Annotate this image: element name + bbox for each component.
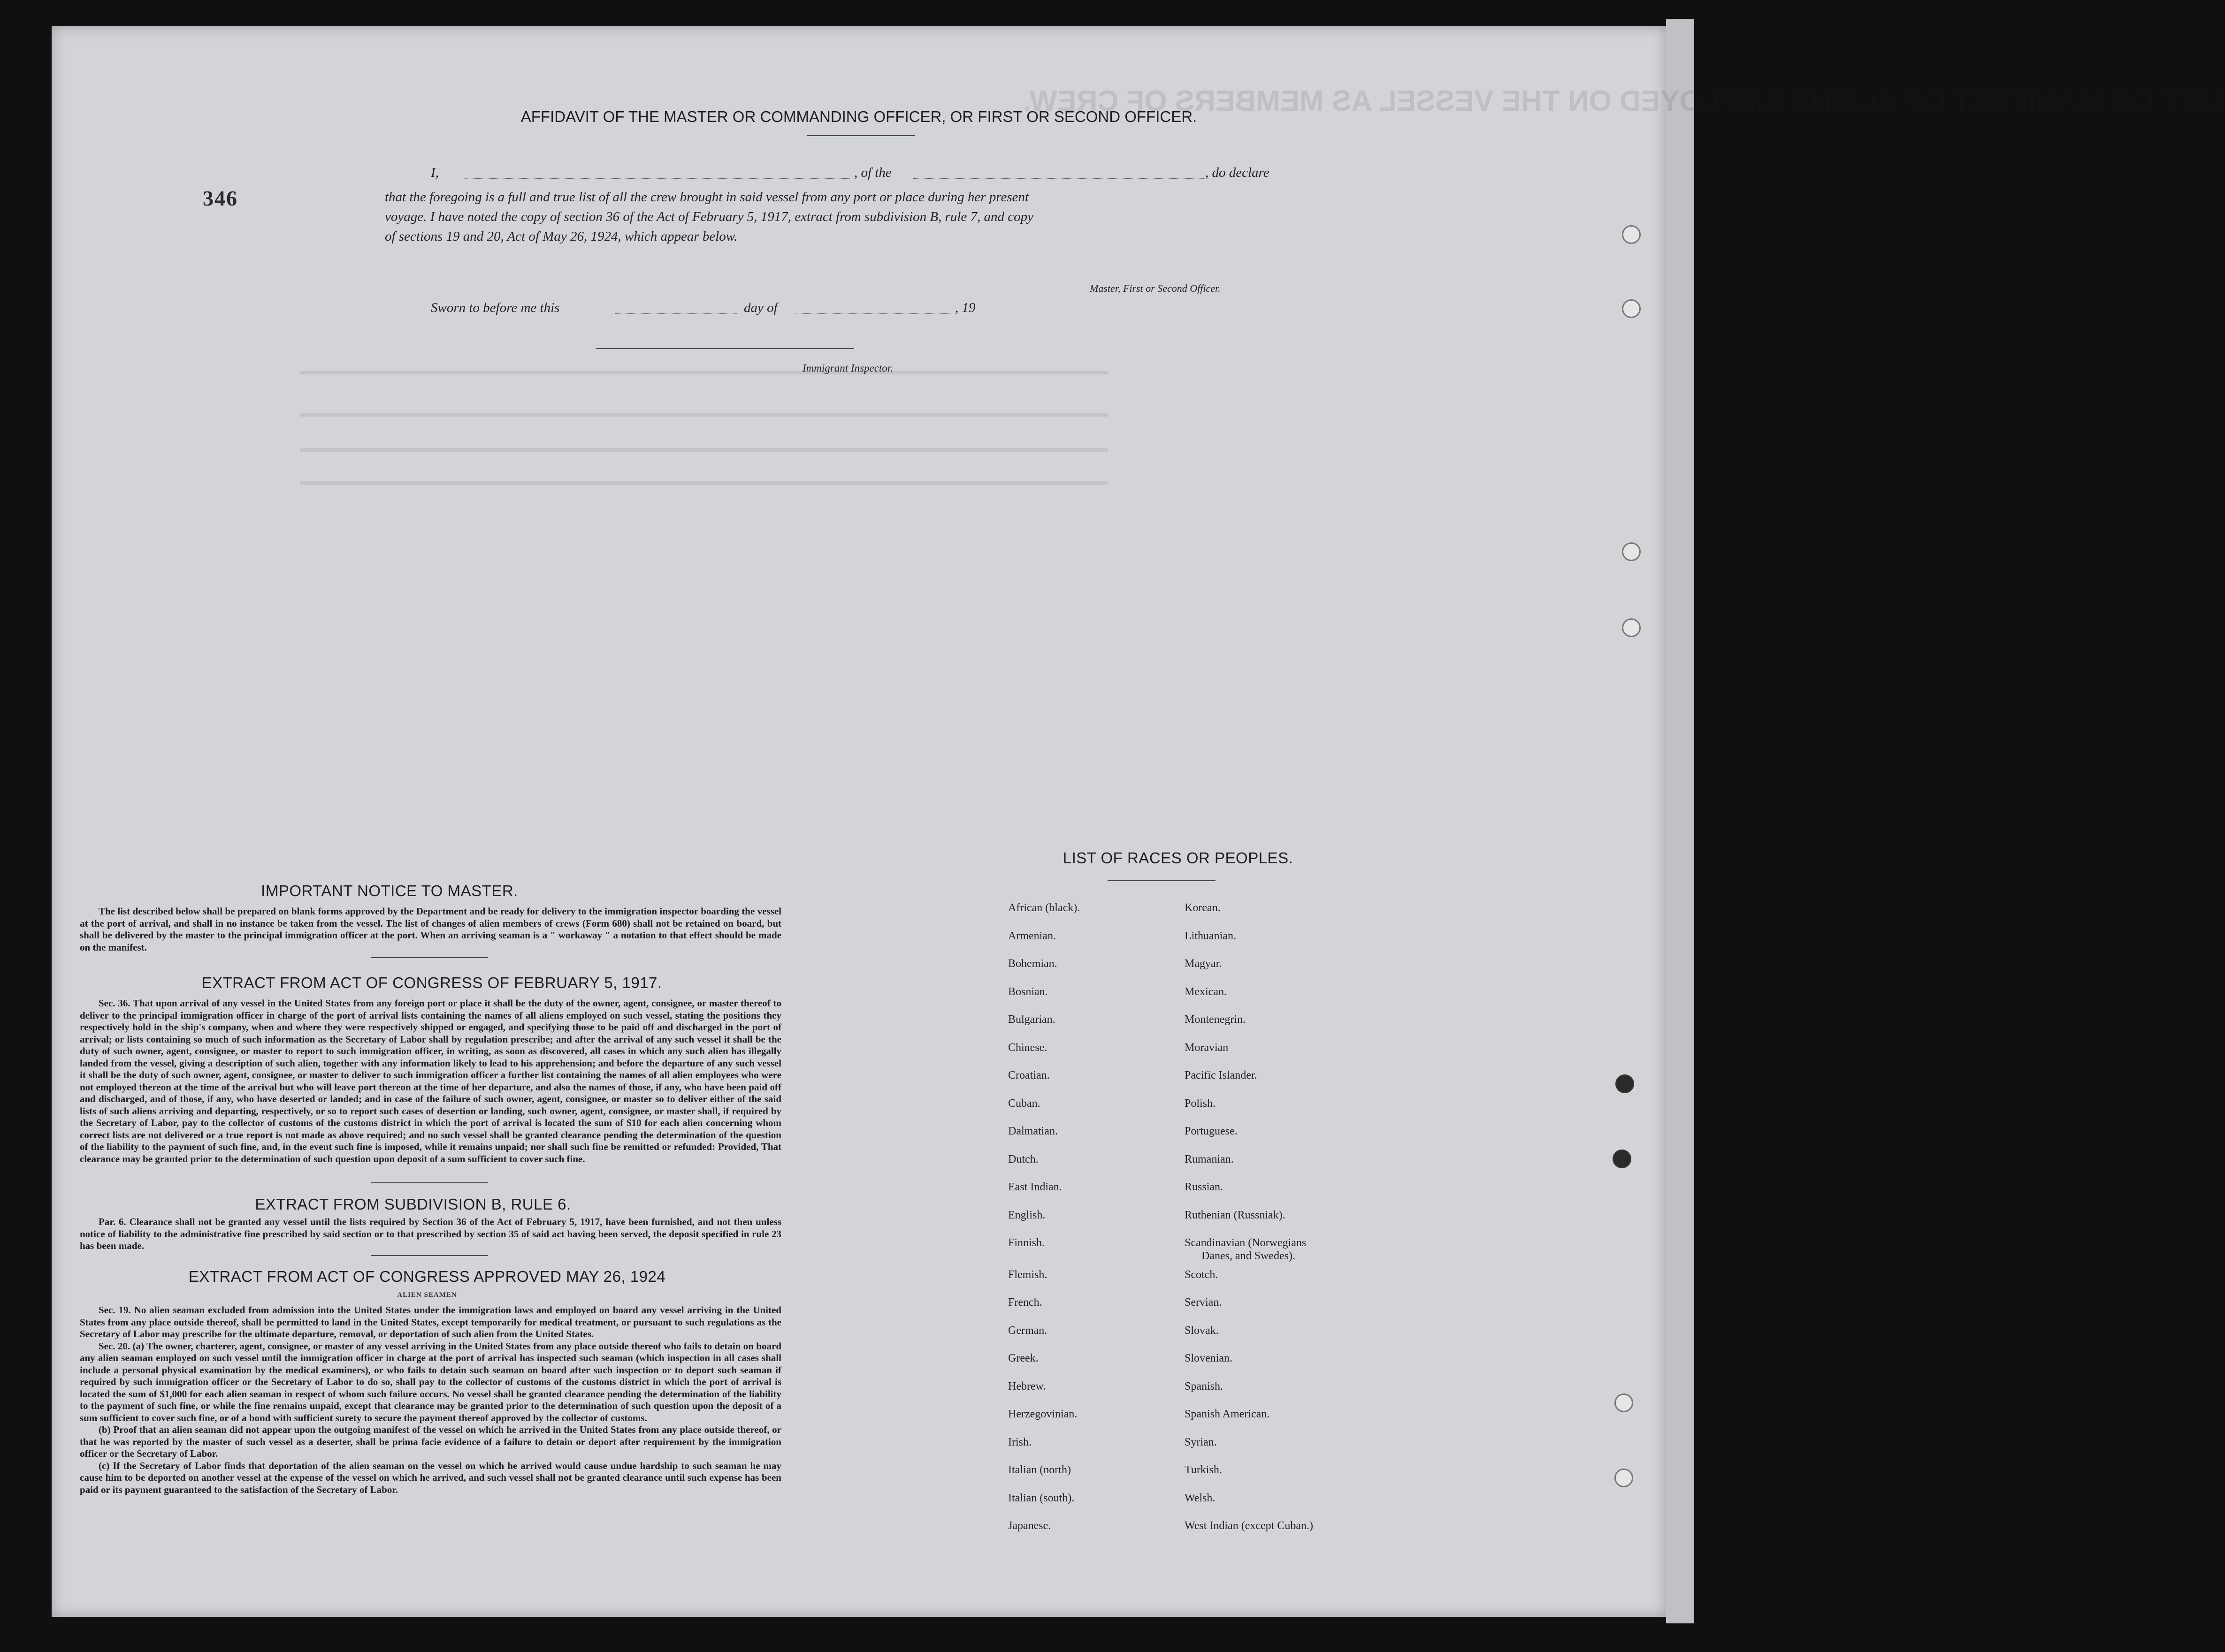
race-item-left: English. — [1008, 1209, 1046, 1221]
extract-1917-paragraph: Sec. 36. That upon arrival of any vessel in the United States from any foreign port or place it shall be the duty of the owner, agent, consignee, or master thereof to deliver to the principal immigration officer in charge of the port of arrival lists containing the names of all aliens employed on such vessel, stating the positions they respectively hold in the ship's company, when and where they were respectively shipped or engaged, and specifying those to be paid off and discharged in the port of arrival; or lists containing so much of such information as the Secretary of Labor shall by regulation prescribe; and after the arrival of any such vessel it shall be the duty of such owner, agent, consignee, or master to report to such immigration officer, in writing, as soon as discovered, all cases in which any such alien has illegally landed from the vessel, giving a description of such alien, together with any information likely to lead to his apprehension; and before the departure of any such vessel it shall be the duty of such owner, agent, consignee, or master to deliver to such immigration officer a further list containing the names of all alien employees who were not employed thereon at the time of the arrival but who will leave port thereon at the time of her departure, and also the names of those, if any, who have been paid off and discharged, and of those, if any, who have deserted or landed; and in case of the failure of such owner, agent, consignee, or master so to deliver either of the said lists of such aliens arriving and departing, respectively, or so to report such cases of desertion or landing, such owner, agent, consignee, or master shall, if required by the Secretary of Labor, pay to the collector of customs of the customs district in which the port of arrival is located the sum of $10 for each alien concerning whom correct lists are not delivered or a true report is not made as above required; and no such vessel shall be granted clearance pending the determination of the question of the liability to the payment of such fine, and, in the event such fine is imposed, while it remains unpaid; nor shall such fine be remitted or refunded: Provided, That clearance may be granted prior to the determination of such question upon deposit of a sum sufficient to cover such fine. — [80, 997, 781, 1165]
sworn-text: Sworn to before me this — [431, 300, 560, 315]
race-item-left: Japanese. — [1008, 1520, 1051, 1532]
race-item-left: Flemish. — [1008, 1269, 1048, 1281]
extract-rule-rule — [371, 1255, 488, 1256]
sec-20a-paragraph: Sec. 20. (a) The owner, charterer, agent, consignee, or master of any vessel arriving in the United States from any place outside thereof who fails to detain on board any alien seaman employed on such vessel until the immigration officer in charge at the port of arrival has inspected such seaman (which inspection in all cases shall include a personal physical examination by the medical examiners), or who fails to detain such seaman on board after such inspection or to deport such seaman if required by such immigration officer or the Secretary of Labor to do so, shall pay to the collector of customs of the customs district in which the port of arrival is located the sum of $1,000 for each alien seaman in respect of whom such failure occurs. No vessel shall be granted clearance pending the determination of the liability to the payment of such fine, or while the fine remains unpaid, except that clearance may be granted prior to the determination of such question upon the deposit of a sum sufficient to cover such fine, or of a bond with sufficient surety to secure the payment thereof approved by the collector of customs. — [80, 1340, 781, 1424]
race-item-right: Welsh. — [1185, 1492, 1216, 1504]
sec-20c-paragraph: (c) If the Secretary of Labor finds that deportation of the alien seaman on the vessel on which he arrived would cause undue hardship to such seaman he may cause him to be deported on another vessel at the expense of the vessel on which he arrived, and such vessel shall not be granted clearance until such expense has been paid or its payment guaranteed to the satisfaction of the Secretary of Labor. — [80, 1460, 781, 1495]
race-item-left: Chinese. — [1008, 1042, 1048, 1054]
extract-1917-text — [80, 997, 781, 1165]
race-item-right: West Indian (except Cuban.) — [1185, 1520, 1313, 1532]
race-item-left: Armenian. — [1008, 930, 1056, 942]
sworn-day-blank[interactable] — [615, 313, 737, 314]
race-item-right: Spanish. — [1185, 1380, 1223, 1393]
affidavit-line-1: that the foregoing is a full and true list of all the crew brought in said vessel from any port or place during her present — [385, 190, 1029, 205]
extract-rule-paragraph: Par. 6. Clearance shall not be granted any vessel until the lists required by Section 36 of the Act of February 5, 1917, have been furnished, and not then unless notice of liability to the administrative fine prescribed by said section or to that prescribed by section 35 of said act having been served, the deposit specified in rule 23 has been made. — [80, 1216, 781, 1251]
race-item-left: Hebrew. — [1008, 1380, 1046, 1393]
punch-hole — [1622, 225, 1641, 244]
extract-rule-text — [80, 1216, 781, 1252]
race-item-right: Spanish American. — [1185, 1408, 1270, 1420]
race-item-left: Croatian. — [1008, 1069, 1050, 1081]
races-title: LIST OF RACES OR PEOPLES. — [1063, 849, 1293, 867]
race-item-left: Finnish. — [1008, 1237, 1045, 1249]
race-item-left: Irish. — [1008, 1436, 1032, 1448]
extract-1917-title: EXTRACT FROM ACT OF CONGRESS OF FEBRUARY 5, 1917. — [201, 974, 662, 991]
race-item-left: East Indian. — [1008, 1181, 1062, 1193]
vessel-blank[interactable] — [913, 178, 1204, 179]
race-item-right: Slovenian. — [1185, 1352, 1232, 1364]
race-item-right: Syrian. — [1185, 1436, 1217, 1448]
race-item-right: Turkish. — [1185, 1464, 1222, 1476]
race-item-left: Cuban. — [1008, 1097, 1040, 1110]
punch-hole — [1622, 299, 1641, 318]
page-edge — [1666, 19, 1694, 1623]
inspector-label: Immigrant Inspector. — [803, 362, 893, 374]
punch-hole — [1622, 618, 1641, 637]
extract-1924-title: EXTRACT FROM ACT OF CONGRESS APPROVED MAY 26, 1924 — [188, 1268, 666, 1285]
race-item-right: Slovak. — [1185, 1325, 1219, 1337]
bleed-through-row — [300, 448, 1108, 452]
race-item-right: Portuguese. — [1185, 1125, 1238, 1137]
races-title-rule — [1108, 880, 1216, 881]
margin-number: 346 — [203, 186, 238, 210]
race-item-right: Scotch. — [1185, 1269, 1218, 1281]
race-item-right: Moravian — [1185, 1042, 1229, 1054]
notice-paragraph: The list described below shall be prepared on blank forms approved by the Department and be ready for delivery to the immigration inspector boarding the vessel at the port of arrival, and shall in no instance be taken from the vessel. The list of changes of alien members of crews (Form 680) shall not be retained on board, but shall be delivered by the master to the principal immigration officer at the port. When an arriving seaman is a " workaway " a notation to that effect should be made on the manifest. — [80, 906, 781, 953]
notice-title: IMPORTANT NOTICE TO MASTER. — [261, 882, 518, 899]
extract-1924-text — [80, 1304, 781, 1496]
race-item-right: Pacific Islander. — [1185, 1069, 1257, 1081]
sworn-month-blank[interactable] — [795, 313, 950, 314]
sec-20b-paragraph: (b) Proof that an alien seaman did not appear upon the outgoing manifest of the vessel on which he arrived in the United States from any place outside thereof, or that he was reported by the master of such vessel as a deserter, shall be prima facie evidence of a failure to detain or deport after requirement by the immigration officer or the Secretary of Labor. — [80, 1424, 781, 1459]
affidavit-do-declare: , do declare — [1205, 165, 1269, 180]
bleed-through-row — [300, 413, 1108, 417]
race-item-left: Greek. — [1008, 1352, 1039, 1364]
race-item-left: Italian (north) — [1008, 1464, 1071, 1476]
race-item-left: German. — [1008, 1325, 1048, 1337]
race-item-left: Bulgarian. — [1008, 1013, 1055, 1026]
race-item-left: French. — [1008, 1296, 1042, 1309]
race-item-right: Korean. — [1185, 902, 1221, 914]
notice-rule — [371, 957, 488, 958]
sworn-year: , 19 — [955, 300, 976, 315]
bleed-through-row — [300, 371, 1108, 374]
affidavit-title: AFFIDAVIT OF THE MASTER OR COMMANDING OFFICER, OR FIRST OR SECOND OFFICER. — [520, 108, 1197, 125]
race-item-left: Bosnian. — [1008, 986, 1048, 998]
race-item-right: Magyar. — [1185, 958, 1222, 970]
race-item-right: Lithuanian. — [1185, 930, 1236, 942]
bleed-through-row — [300, 481, 1108, 485]
punch-hole — [1614, 1469, 1633, 1487]
race-item-right: Montenegrin. — [1185, 1013, 1246, 1026]
extract-1924-subtitle: ALIEN SEAMEN — [397, 1291, 457, 1299]
race-item-right: Servian. — [1185, 1296, 1222, 1309]
race-item-right: Scandinavian (Norwegians — [1185, 1237, 1307, 1249]
punch-hole — [1615, 1074, 1634, 1093]
race-item-continuation: Danes, and Swedes). — [1201, 1250, 1295, 1262]
notice-text — [80, 906, 781, 953]
punch-hole — [1613, 1150, 1631, 1168]
race-item-right: Russian. — [1185, 1181, 1223, 1193]
extract-1917-rule — [371, 1182, 488, 1183]
race-item-right: Mexican. — [1185, 986, 1227, 998]
name-blank[interactable] — [465, 178, 849, 179]
punch-hole — [1614, 1393, 1633, 1412]
bleed-through-header: LIST OR MANIFEST OF ALIENS EMPLOYED ON THE VESSEL AS MEMBERS OF CREW. — [1023, 85, 2225, 117]
affidavit-word-i: I, — [431, 165, 439, 180]
affidavit-of-the: , of the — [854, 165, 892, 180]
race-item-right: Rumanian. — [1185, 1153, 1234, 1165]
race-item-left: Bohemian. — [1008, 958, 1057, 970]
race-item-left: Dalmatian. — [1008, 1125, 1058, 1137]
affidavit-line-2: voyage. I have noted the copy of section 36 of the Act of February 5, 1917, extract from subdivision B, rule 7, and copy — [385, 209, 1034, 224]
signature-label: Master, First or Second Officer. — [1090, 282, 1221, 294]
inspector-signature-line[interactable] — [596, 348, 854, 349]
sec-19-paragraph: Sec. 19. No alien seaman excluded from admission into the United States under the immigration laws and employed on board any vessel arriving in the United States from any place outside thereof, shall be permitted to land in the United States, except temporarily for medical treatment, or pursuant to such regulations as the Secretary of Labor may prescribe for the ultimate departure, removal, or deportation of such alien from the United States. — [80, 1304, 781, 1340]
punch-hole — [1622, 542, 1641, 561]
affidavit-title-rule — [807, 135, 915, 136]
affidavit-line-3: of sections 19 and 20, Act of May 26, 1924, which appear below. — [385, 229, 738, 244]
race-item-left: Herzegovinian. — [1008, 1408, 1078, 1420]
sworn-day-of: day of — [744, 300, 778, 315]
race-item-right: Ruthenian (Russniak). — [1185, 1209, 1285, 1221]
race-item-left: Dutch. — [1008, 1153, 1039, 1165]
race-item-left: Italian (south). — [1008, 1492, 1075, 1504]
extract-rule-title: EXTRACT FROM SUBDIVISION B, RULE 6. — [255, 1195, 571, 1213]
race-item-right: Polish. — [1185, 1097, 1216, 1110]
race-item-left: African (black). — [1008, 902, 1080, 914]
